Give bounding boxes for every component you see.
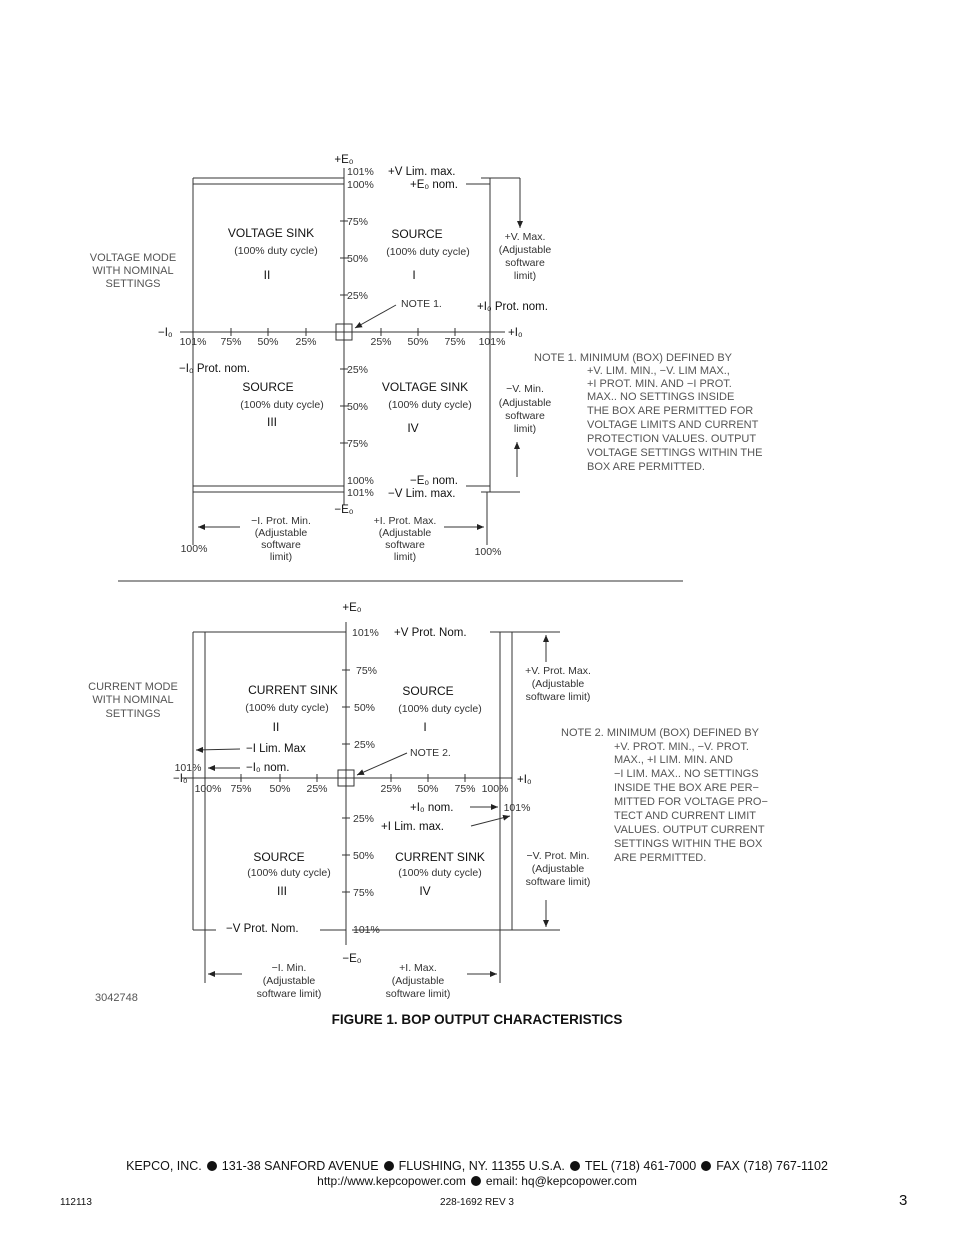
- vm-bottom-left-pct: 100%: [180, 543, 208, 555]
- vm-y-neg-25: 25%: [347, 364, 369, 376]
- cm-right-101: 101%: [503, 802, 531, 814]
- cm-q1-roman: I: [423, 720, 427, 734]
- vm-y-25: 25%: [347, 290, 369, 302]
- vm-x-right-101: 101%: [478, 336, 506, 348]
- cm-y-75: 75%: [356, 665, 378, 677]
- vm-vmax-note-1: +V. Max.: [504, 231, 546, 243]
- cm-q4-duty: (100% duty cycle): [398, 867, 482, 879]
- cm-q3-title: SOURCE: [253, 850, 305, 864]
- bullet-icon: [384, 1161, 394, 1171]
- vm-note-line-5: THE BOX ARE PERMITTED FOR: [587, 405, 754, 417]
- bullet-icon: [207, 1161, 217, 1171]
- bullet-icon: [570, 1161, 580, 1171]
- vm-vmin-note-3: software: [505, 410, 545, 422]
- cm-left-101: 101%: [174, 762, 202, 774]
- cm-note-line-3: MAX., +I LIM. MIN. AND: [614, 754, 733, 766]
- vm-q2-title: VOLTAGE SINK: [227, 226, 315, 240]
- cm-vprotmin-note-1: −V. Prot. Min.: [526, 850, 590, 862]
- cm-vprotmax-note-2: (Adjustable: [531, 678, 585, 690]
- vm-y-top-101: 101%: [347, 166, 374, 178]
- vm-y-top-100: 100%: [347, 179, 374, 191]
- cm-plus-e-label: +E₀: [342, 602, 362, 614]
- cm-mode-label-3: SETTINGS: [105, 708, 161, 720]
- cm-y-25: 25%: [354, 739, 376, 751]
- vm-v-lim-max-top: +V Lim. max.: [388, 166, 456, 178]
- cm-imax-note-1: +I. Max.: [399, 962, 437, 974]
- cm-x-left-75: 75%: [230, 783, 252, 795]
- vm-q1-title: SOURCE: [391, 227, 443, 241]
- vm-q4-title: VOLTAGE SINK: [381, 380, 469, 394]
- vm-q3-roman: III: [266, 415, 278, 429]
- vm-note-line-9: BOX ARE PERMITTED.: [587, 461, 705, 473]
- vm-bottom-right-pct: 100%: [474, 546, 502, 558]
- cm-y-neg-25: 25%: [353, 813, 375, 825]
- vm-q1-roman: I: [412, 268, 416, 282]
- vm-note-line-7: PROTECTION VALUES. OUTPUT: [587, 433, 757, 445]
- cm-note-line-10: ARE PERMITTED.: [614, 852, 707, 864]
- cm-note-line-1: NOTE 2. MINIMUM (BOX) DEFINED BY: [561, 727, 760, 739]
- cm-x-right-75: 75%: [454, 783, 476, 795]
- footer-company: KEPCO, INC.: [126, 1159, 202, 1173]
- cm-y-neg-50: 50%: [353, 850, 375, 862]
- cm-q2-roman: II: [272, 720, 280, 734]
- vm-y-neg-101: 101%: [347, 487, 374, 499]
- vm-note-line-2: +V. LIM. MIN., −V. LIM MAX.,: [587, 365, 730, 377]
- vm-q3-title: SOURCE: [242, 380, 294, 394]
- vm-q3-duty: (100% duty cycle): [240, 399, 324, 411]
- vm-x-left-101: 101%: [179, 336, 207, 348]
- cm-imax-note-3: software limit): [385, 988, 451, 1000]
- cm-y-neg-75: 75%: [353, 887, 375, 899]
- vm-vmax-note-3: software: [505, 257, 545, 269]
- vm-x-left-75: 75%: [220, 336, 242, 348]
- vm-y-neg-75: 75%: [347, 438, 369, 450]
- page-footer: [0, 1159, 954, 1188]
- vm-iprotmin-note-1: −I. Prot. Min.: [251, 515, 311, 527]
- vm-y-75: 75%: [347, 216, 369, 228]
- cm-v-prot-nom-top: +V Prot. Nom.: [394, 627, 467, 639]
- cm-x-right-100: 100%: [481, 783, 509, 795]
- cm-x-left-25: 25%: [306, 783, 328, 795]
- voltage-mode-labels: [90, 154, 763, 563]
- vm-minus-i-label: −I₀: [158, 327, 173, 339]
- vm-note-line-4: MAX.. NO SETTINGS INSIDE: [587, 391, 735, 403]
- cm-mode-label-1: CURRENT MODE: [88, 681, 178, 693]
- vm-plus-e-label: +E₀: [334, 154, 354, 166]
- vm-vmin-note-2: (Adjustable: [498, 397, 552, 409]
- vm-v-lim-max-bottom: −V Lim. max.: [388, 488, 456, 500]
- vm-note-line-1: NOTE 1. MINIMUM (BOX) DEFINED BY: [534, 352, 733, 364]
- vm-x-right-75: 75%: [444, 336, 466, 348]
- footer-doc-number: 228-1692 REV 3: [440, 1197, 514, 1208]
- current-mode-labels: [88, 602, 768, 1004]
- cm-note-line-9: SETTINGS WITHIN THE BOX: [614, 838, 763, 850]
- vm-note-line-6: VOLTAGE LIMITS AND CURRENT: [587, 419, 759, 431]
- vm-iprotmax-note-1: +I. Prot. Max.: [373, 515, 437, 527]
- cm-note-line-5: INSIDE THE BOX ARE PER−: [614, 782, 759, 794]
- cm-x-right-50: 50%: [417, 783, 439, 795]
- footer-address: 131-38 SANFORD AVENUE: [221, 1159, 379, 1173]
- cm-minus-e-label: −E₀: [342, 953, 362, 965]
- cm-q4-roman: IV: [419, 884, 431, 898]
- cm-note-line-2: +V. PROT. MIN., −V. PROT.: [614, 741, 749, 753]
- vm-vmin-note-1: −V. Min.: [506, 383, 544, 395]
- cm-q3-duty: (100% duty cycle): [247, 867, 331, 879]
- cm-i-nom-pos: +I₀ nom.: [410, 802, 454, 814]
- vm-q2-roman: II: [263, 268, 271, 282]
- footer-contact-line: [0, 1174, 954, 1188]
- cm-y-50: 50%: [354, 702, 376, 714]
- cm-imin-note-1: −I. Min.: [271, 962, 307, 974]
- cm-vprotmax-note-1: +V. Prot. Max.: [525, 665, 591, 677]
- cm-v-prot-nom-bottom: −V Prot. Nom.: [226, 923, 299, 935]
- bullet-icon: [701, 1161, 711, 1171]
- vm-e-nom-bottom: −E₀ nom.: [410, 475, 458, 487]
- cm-y-neg-101: 101%: [353, 924, 380, 936]
- cm-x-right-25: 25%: [380, 783, 402, 795]
- vm-x-right-25: 25%: [370, 336, 392, 348]
- footer-email-link[interactable]: email: hq@kepcopower.com: [485, 1174, 637, 1188]
- vm-iprotmin-note-2: (Adjustable: [254, 527, 308, 539]
- vm-minus-e-label: −E₀: [334, 504, 354, 516]
- vm-iprotmax-note-3: software: [385, 539, 425, 551]
- cm-q3-roman: III: [276, 884, 288, 898]
- vm-i-prot-nom-neg: −I₀ Prot. nom.: [179, 363, 250, 375]
- footer-fax: FAX (718) 767-1102: [716, 1159, 828, 1173]
- vm-x-left-50: 50%: [257, 336, 279, 348]
- vm-mode-label-1: VOLTAGE MODE: [89, 252, 177, 264]
- vm-iprotmax-note-2: (Adjustable: [378, 527, 432, 539]
- bullet-icon: [471, 1176, 481, 1186]
- vm-mode-label-2: WITH NOMINAL: [92, 265, 174, 277]
- cm-imin-note-2: (Adjustable: [262, 975, 316, 987]
- vm-note-line-3: +I PROT. MIN. AND −I PROT.: [587, 378, 732, 390]
- cm-minus-i-label: −I₀: [173, 773, 188, 785]
- vm-x-right-50: 50%: [407, 336, 429, 348]
- vm-q1-duty: (100% duty cycle): [386, 246, 470, 258]
- vm-mode-label-3: SETTINGS: [105, 278, 161, 290]
- vm-note-line-8: VOLTAGE SETTINGS WITHIN THE: [587, 447, 763, 459]
- vm-iprotmin-note-4: limit): [269, 551, 293, 563]
- cm-x-left-100: 100%: [194, 783, 222, 795]
- cm-imin-note-3: software limit): [256, 988, 322, 1000]
- cm-q1-duty: (100% duty cycle): [398, 703, 482, 715]
- cm-q2-title: CURRENT SINK: [248, 683, 338, 697]
- vm-x-left-25: 25%: [295, 336, 317, 348]
- vm-q4-roman: IV: [407, 421, 419, 435]
- cm-vprotmax-note-3: software limit): [525, 691, 591, 703]
- page-number: 3: [899, 1192, 908, 1209]
- cm-q1-title: SOURCE: [402, 684, 454, 698]
- cm-note-ref: NOTE 2.: [410, 747, 451, 759]
- cm-vprotmin-note-3: software limit): [525, 876, 591, 888]
- footer-web-link[interactable]: http://www.kepcopower.com: [317, 1174, 466, 1188]
- vm-i-prot-nom-pos: +I₀ Prot. nom.: [477, 301, 548, 313]
- cm-plus-i-label: +I₀: [517, 774, 532, 786]
- footer-date-code: 112113: [60, 1197, 92, 1208]
- cm-vprotmin-note-2: (Adjustable: [531, 863, 585, 875]
- vm-y-neg-100: 100%: [347, 475, 374, 487]
- footer-address-line: [0, 1159, 954, 1173]
- vm-y-50: 50%: [347, 253, 369, 265]
- cm-note-line-8: VALUES. OUTPUT CURRENT: [614, 824, 765, 836]
- cm-y-top-101: 101%: [352, 627, 379, 639]
- vm-iprotmax-note-4: limit): [393, 551, 417, 563]
- cm-mode-label-2: WITH NOMINAL: [92, 694, 174, 706]
- vm-note-ref: NOTE 1.: [401, 298, 442, 310]
- vm-iprotmin-note-3: software: [261, 539, 301, 551]
- cm-i-nom-neg: −I₀ nom.: [246, 762, 290, 774]
- vm-plus-i-label: +I₀: [508, 327, 523, 339]
- cm-imax-note-2: (Adjustable: [391, 975, 445, 987]
- vm-vmin-note-4: limit): [513, 423, 537, 435]
- cm-q4-title: CURRENT SINK: [395, 850, 485, 864]
- vm-vmax-note-4: limit): [513, 270, 537, 282]
- vm-q2-duty: (100% duty cycle): [234, 245, 318, 257]
- cm-note-line-6: MITTED FOR VOLTAGE PRO−: [614, 796, 768, 808]
- figure-caption: FIGURE 1. BOP OUTPUT CHARACTERISTICS: [331, 1012, 623, 1027]
- cm-note-line-4: −I LIM. MAX.. NO SETTINGS: [614, 768, 759, 780]
- footer-city: FLUSHING, NY. 11355 U.S.A.: [398, 1159, 565, 1173]
- cm-i-lim-max-pos: +I Lim. max.: [381, 821, 444, 833]
- footer-tel: TEL (718) 461-7000: [584, 1159, 697, 1173]
- cm-i-lim-max-neg: −I Lim. Max: [246, 743, 306, 755]
- vm-e-nom-top: +E₀ nom.: [410, 179, 458, 191]
- vm-vmax-note-2: (Adjustable: [498, 244, 552, 256]
- cm-note-line-7: TECT AND CURRENT LIMIT: [614, 810, 756, 822]
- vm-y-neg-50: 50%: [347, 401, 369, 413]
- vm-q4-duty: (100% duty cycle): [388, 399, 472, 411]
- cm-q2-duty: (100% duty cycle): [245, 702, 329, 714]
- drawing-number: 3042748: [95, 992, 138, 1004]
- cm-x-left-50: 50%: [269, 783, 291, 795]
